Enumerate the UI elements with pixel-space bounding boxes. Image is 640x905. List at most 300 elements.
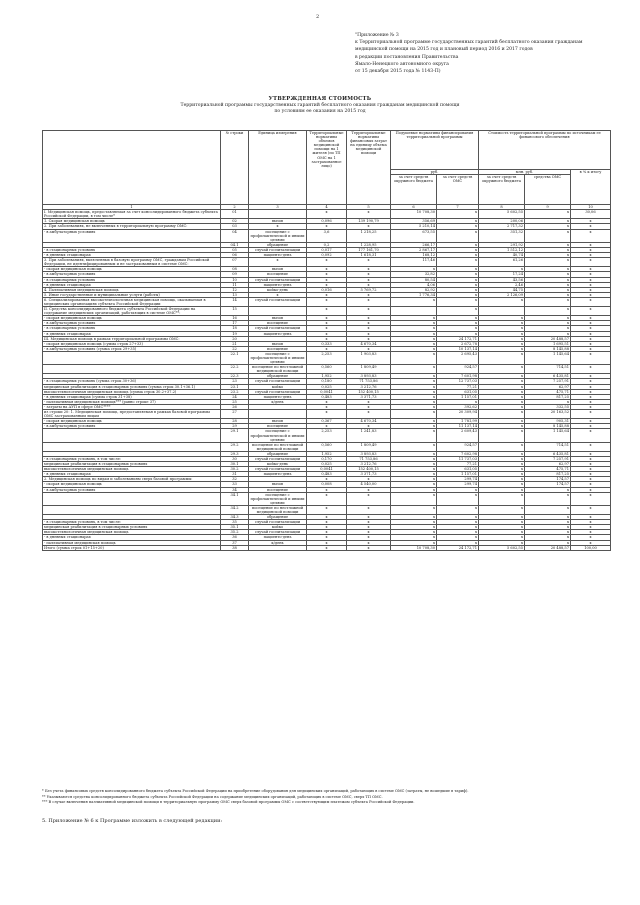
cell-name: - в амбулаторных условиях [43, 272, 221, 277]
cell-to: x [525, 242, 571, 247]
document-subtitle: Территориальной программы государственных гарантий бесплатного оказания гражданам медицинской помощи по условиям ее оказания на 2015 год [180, 103, 460, 115]
cell-to: 174,57 [525, 477, 571, 482]
cell-v: x [307, 346, 347, 351]
cell-pb: 1 776,34 [391, 292, 437, 297]
cell-v: 0,092 [307, 253, 347, 258]
col-number: 7 [437, 205, 479, 210]
cell-tb: x [479, 492, 525, 505]
cell-po: x [437, 292, 479, 297]
cell-tb: x [479, 321, 525, 326]
cell-no: 30.2 [221, 467, 249, 472]
cell-unit: к/день [249, 399, 307, 404]
cell-tb: 200,06 [479, 219, 525, 224]
cell-to: x [525, 535, 571, 540]
table-row [43, 307, 611, 316]
cell-v: 2,253 [307, 351, 347, 364]
cell-unit: случай госпитализации [249, 297, 307, 306]
cell-v: 0,170 [307, 456, 347, 461]
cell-pb: x [391, 341, 437, 346]
cell-po: x [437, 258, 479, 267]
cell-v: x [307, 277, 347, 282]
closing-note: 5. Приложение № 6 к Программе изложить в следующей редакции: [42, 818, 223, 824]
cell-pb: x [391, 487, 437, 492]
cell-unit: посещение [249, 272, 307, 277]
cell-tb: x [479, 389, 525, 394]
cell-po: 299,74 [437, 482, 479, 487]
cell-c: 71 753,86 [347, 379, 391, 384]
cell-po: 631,05 [437, 389, 479, 394]
cell-pb: x [391, 472, 437, 477]
cell-c: x [347, 224, 391, 229]
cell-c: 3 371,73 [347, 472, 391, 477]
cell-name: - в дневных стационарах [43, 282, 221, 287]
cell-to: x [525, 540, 571, 545]
cell-po: 12 737,03 [437, 379, 479, 384]
cell-pb: x [391, 365, 437, 374]
cell-v: x [307, 326, 347, 331]
cell-name: - скорая медицинская помощь [43, 267, 221, 272]
cell-po: 77,21 [437, 462, 479, 467]
cell-v: x [307, 520, 347, 525]
cell-tb: 2,46 [479, 282, 525, 287]
cell-no: 29.1 [221, 429, 249, 442]
cell-pb: x [391, 374, 437, 379]
cell-p: x [571, 336, 611, 341]
cell-c: x [347, 487, 391, 492]
cell-v: x [307, 535, 347, 540]
cell-unit [249, 307, 307, 316]
cell-po: x [437, 540, 479, 545]
cell-to: 62,97 [525, 384, 571, 389]
cell-pb: x [391, 424, 437, 429]
cell-v: 0,2 [307, 242, 347, 247]
table-row [43, 351, 611, 364]
cell-to: x [525, 399, 571, 404]
cell-c: x [347, 210, 391, 219]
cell-tb: 44,75 [479, 287, 525, 292]
cell-p: x [571, 331, 611, 336]
cell-p: x [571, 272, 611, 277]
cell-v: x [307, 540, 347, 545]
cell-to: x [525, 282, 571, 287]
cell-p: x [571, 351, 611, 364]
cell-p: x [571, 341, 611, 346]
cell-no: 35.2 [221, 530, 249, 535]
cell-v: x [307, 410, 347, 419]
cell-c: x [347, 525, 391, 530]
cell-to: x [525, 292, 571, 297]
cell-no: 35.1 [221, 525, 249, 530]
cell-tb: x [479, 326, 525, 331]
cell-name: медицинская реабилитация в стационарных условиях (сумма строк 30.1+36.1) [43, 384, 221, 389]
cell-po: 20 309,94 [437, 410, 479, 419]
table-row [43, 258, 611, 267]
cell-tb: x [479, 336, 525, 341]
cell-pb: x [391, 477, 437, 482]
cell-p: x [571, 472, 611, 477]
table-row [43, 210, 611, 219]
cell-po: x [437, 399, 479, 404]
cell-pb: x [391, 530, 437, 535]
cell-v: x [307, 477, 347, 482]
cell-no: 34.1 [221, 492, 249, 505]
cell-name: I. Медицинская помощь, предоставляемая за счет консолидированного бюджета субъекта Российской Федерации, в том числе* [43, 210, 221, 219]
document-title: УТВЕРЖДЕННАЯ СТОИМОСТЬ [268, 96, 372, 102]
cell-v: 0,0041 [307, 389, 347, 394]
cell-pb: 80,54 [391, 277, 437, 282]
cell-no: 20 [221, 336, 249, 341]
cell-name: - скорая медицинская помощь [43, 316, 221, 321]
cell-tb: x [479, 505, 525, 514]
cell-to: 8 145,88 [525, 424, 571, 429]
cell-unit: посещение с профилактической и иными целями [249, 492, 307, 505]
cell-p: x [571, 326, 611, 331]
cell-po: 11 137,14 [437, 424, 479, 429]
cell-name: 3. При заболеваниях, включенных в базовую программу ОМС, гражданам Российской Федерации, не идентифицированным и не застрахованным в системе ОМС: [43, 258, 221, 267]
cell-to: x [525, 505, 571, 514]
cell-no: 19 [221, 331, 249, 336]
cell-tb: x [479, 394, 525, 399]
cell-po: x [437, 282, 479, 287]
cell-tb: 5 602,55 [479, 210, 525, 219]
cell-name: - в амбулаторных условиях (сумма строк 29+35) [43, 346, 221, 351]
cell-c: x [347, 399, 391, 404]
cell-v: x [307, 545, 347, 550]
cell-p: x [571, 242, 611, 247]
cell-no: 22.2 [221, 365, 249, 374]
cell-to: x [525, 224, 571, 229]
cell-po: x [437, 297, 479, 306]
cell-name: 5. Иные государственные и муниципальные услуги (работы) [43, 292, 221, 297]
cell-tb: x [479, 442, 525, 451]
cell-v: 0,483 [307, 394, 347, 399]
cell-to: x [525, 331, 571, 336]
cell-unit: случай госпитализации [249, 379, 307, 384]
cell-p: x [571, 384, 611, 389]
table-row [43, 365, 611, 374]
cell-no: 14 [221, 297, 249, 306]
cell-c: 139 190,79 [347, 219, 391, 224]
cell-unit: обращение [249, 374, 307, 379]
cell-pb: x [391, 351, 437, 364]
cell-name: - в стационарных условиях, в том числе: [43, 456, 221, 461]
cell-no: 04.1 [221, 242, 249, 247]
cell-v: 0,483 [307, 472, 347, 477]
appendix-line: "Приложение № 3 [355, 33, 399, 38]
cell-unit: посещение [249, 346, 307, 351]
cell-c: 152 400,15 [347, 467, 391, 472]
cell-p: x [571, 287, 611, 292]
cell-p: x [571, 316, 611, 321]
cell-v: 0,096 [307, 219, 347, 224]
cell-tb: x [479, 379, 525, 384]
cell-v: x [307, 505, 347, 514]
cell-tb: 17,24 [479, 272, 525, 277]
cell-unit: посещение по неотложной медицинской помощи [249, 505, 307, 514]
cell-no: 35 [221, 520, 249, 525]
cell-c: 3 212,76 [347, 462, 391, 467]
cell-pb: x [391, 316, 437, 321]
cell-name: - затраты на АУП в сфере ОМС**** [43, 404, 221, 409]
cell-name [43, 351, 221, 364]
cell-po: x [437, 515, 479, 520]
cell-pb: 266,17 [391, 242, 437, 247]
cell-v: x [307, 307, 347, 316]
cell-tb: x [479, 297, 525, 306]
cell-name [43, 505, 221, 514]
cell-pb: x [391, 482, 437, 487]
cell-unit [249, 410, 307, 419]
col-number: 10 [571, 205, 611, 210]
cell-c: x [347, 326, 391, 331]
cell-to: x [525, 287, 571, 292]
cell-c: 1 809,49 [347, 365, 391, 374]
cell-to: 6 435,81 [525, 374, 571, 379]
cell-v: 0,025 [307, 384, 347, 389]
cell-no: 18 [221, 326, 249, 331]
cell-unit: пациенто-день [249, 394, 307, 399]
cell-tb: x [479, 419, 525, 424]
col-number: 8 [479, 205, 525, 210]
footnote: ** Указываются средства консолидированного бюджета субъекта Российской Федерации на содержание медицинских организаций, работающих в системе ОМС, сверх ТП ОМС. [42, 794, 383, 799]
cell-name: - в дневных стационарах [43, 535, 221, 540]
cell-no: 30 [221, 456, 249, 461]
col-number: 6 [391, 205, 437, 210]
cell-po: x [437, 242, 479, 247]
cell-to: x [525, 297, 571, 306]
cell-pb: x [391, 419, 437, 424]
cell-tb: x [479, 424, 525, 429]
cell-name: 2. Медицинская помощь по видам и заболеваниям сверх базовой программы: [43, 477, 221, 482]
cell-c: x [347, 404, 391, 409]
cell-p: x [571, 247, 611, 252]
cell-to: 475,71 [525, 389, 571, 394]
cell-unit: x [249, 292, 307, 297]
cell-no: 17 [221, 321, 249, 326]
cell-p: 30,06 [571, 210, 611, 219]
cell-pb: 356,69 [391, 219, 437, 224]
cell-v: x [307, 492, 347, 505]
cell-c: 4 540,00 [347, 482, 391, 487]
cell-name: медицинская реабилитация в стационарных условиях [43, 462, 221, 467]
cell-po: 2 672,78 [437, 341, 479, 346]
appendix-line: медицинской помощи на 2015 год и плановый период 2016 и 2017 годов [355, 47, 533, 53]
header-unit: Единица измерения [249, 131, 307, 205]
cell-unit: койко-день [249, 287, 307, 292]
cell-to: 714,51 [525, 365, 571, 374]
table-row [43, 429, 611, 442]
cell-no: 05 [221, 247, 249, 252]
cell-c: x [347, 505, 391, 514]
cell-tb: x [479, 346, 525, 351]
cell-v: x [307, 321, 347, 326]
header-pc-budget: за счет средств окружного бюджета [391, 175, 437, 205]
cell-no: 29 [221, 424, 249, 429]
cell-unit: посещение [249, 487, 307, 492]
cell-pb: 4,06 [391, 282, 437, 287]
cell-tb: x [479, 429, 525, 442]
cell-pb: 10 708,30 [391, 210, 437, 219]
cell-v: x [307, 316, 347, 321]
cell-p: x [571, 297, 611, 306]
cell-unit: x [249, 258, 307, 267]
cell-c: x [347, 540, 391, 545]
cell-v: x [307, 224, 347, 229]
cell-pb: x [391, 331, 437, 336]
cell-tb: 291,92 [479, 242, 525, 247]
cell-po: x [437, 321, 479, 326]
cell-po: 7 601,98 [437, 374, 479, 379]
cell-p: x [571, 540, 611, 545]
cell-no: 25 [221, 399, 249, 404]
header-volume: Территориальные нормативы объемов медицинской помощи на 1 жителя (по ТП ОМС на 1 застрахованное лицо) [307, 131, 347, 205]
cell-tb: x [479, 540, 525, 545]
cell-unit: пациенто-день [249, 253, 307, 258]
cell-pb: x [391, 267, 437, 272]
cell-tb: x [479, 467, 525, 472]
cell-no: 11 [221, 282, 249, 287]
cell-po: 1 781,99 [437, 419, 479, 424]
cell-unit: вызов [249, 419, 307, 424]
cell-unit: койко [249, 384, 307, 389]
cell-unit: случай госпитализации [249, 326, 307, 331]
cell-name: из строки 20: 1. Медицинская помощь, предоставляемая в рамках базовой программы ОМС застрахованным лицам [43, 410, 221, 419]
cell-name [43, 442, 221, 451]
cell-tb: x [479, 316, 525, 321]
cell-unit: обращение [249, 242, 307, 247]
cell-name: высокотехнологичная медицинская помощь [43, 530, 221, 535]
cell-v: x [307, 292, 347, 297]
cell-c: 1 903,83 [347, 351, 391, 364]
cell-c: x [347, 282, 391, 287]
cell-no: 37 [221, 540, 249, 545]
cell-name: - в дневных стационарах [43, 472, 221, 477]
cell-v: 0,333 [307, 341, 347, 346]
cell-p: x [571, 482, 611, 487]
cell-unit: пациенто-день [249, 331, 307, 336]
cell-po: x [437, 492, 479, 505]
cell-to: x [525, 253, 571, 258]
cell-v: 0,560 [307, 365, 347, 374]
cell-p: x [571, 258, 611, 267]
table-row [43, 545, 611, 550]
cell-name: - скорая медицинская помощь (сумма строк 27+33) [43, 341, 221, 346]
cell-tb: x [479, 404, 525, 409]
cell-pb: x [391, 456, 437, 461]
cell-name: 2. При заболеваниях, не включенных в территориальную программу ОМС: [43, 224, 221, 229]
table-row [43, 229, 611, 242]
cell-unit: пациенто-день [249, 535, 307, 540]
cell-po: x [437, 525, 479, 530]
cell-to: 905,31 [525, 419, 571, 424]
cell-po: 299,74 [437, 477, 479, 482]
cell-pb: x [391, 379, 437, 384]
cell-pb: 82,92 [391, 287, 437, 292]
cell-no: 34.3 [221, 515, 249, 520]
cell-to: 8 145,88 [525, 346, 571, 351]
cell-tb: 2 126,09 [479, 292, 525, 297]
cell-po: 11 737,03 [437, 456, 479, 461]
cell-v: 0,367 [307, 419, 347, 424]
cell-to: 62,97 [525, 462, 571, 467]
cell-tb: x [479, 399, 525, 404]
cell-tb: 5 602,55 [479, 545, 525, 550]
cell-pb: 2 867,17 [391, 247, 437, 252]
cell-name: 1. Скорая медицинская помощь [43, 219, 221, 224]
cell-to: x [525, 219, 571, 224]
cell-name: высокотехнологичная медицинская помощь [43, 467, 221, 472]
cell-no: 02 [221, 219, 249, 224]
cell-no: 01 [221, 210, 249, 219]
cell-to: 7 257,91 [525, 456, 571, 461]
cell-unit: вызов [249, 341, 307, 346]
cell-c: x [347, 307, 391, 316]
cell-no: 22 [221, 346, 249, 351]
cell-v: 2,253 [307, 429, 347, 442]
cell-po: x [437, 277, 479, 282]
cell-name: - в стационарных условиях [43, 277, 221, 282]
cell-c: x [347, 316, 391, 321]
cell-unit [249, 210, 307, 219]
cell-to: 1 145,64 [525, 351, 571, 364]
cell-pb: x [391, 467, 437, 472]
cell-name [43, 365, 221, 374]
cell-pb [391, 307, 437, 316]
cell-to: x [525, 326, 571, 331]
header-name [43, 131, 221, 205]
cell-unit: случай госпитализации [249, 456, 307, 461]
cell-name: - скорая медицинская помощь [43, 482, 221, 487]
table-row [43, 297, 611, 306]
header-tc-pct: в % к итогу [571, 170, 611, 205]
cell-c: x [347, 410, 391, 419]
cell-pb: 117,46 [391, 258, 437, 267]
cell-v: x [307, 399, 347, 404]
cell-tb: x [479, 456, 525, 461]
cell-v: 0,008 [307, 482, 347, 487]
cell-to: x [525, 525, 571, 530]
cell-pb: x [391, 321, 437, 326]
cell-no: 10 [221, 277, 249, 282]
cell-pb: x [391, 442, 437, 451]
cell-c: 1 228,95 [347, 242, 391, 247]
cell-unit: случай госпитализации [249, 520, 307, 525]
cell-pb: x [391, 410, 437, 419]
cell-po: x [437, 229, 479, 242]
cell-c: x [347, 258, 391, 267]
cell-po: 24 172,71 [437, 336, 479, 341]
cell-v: 0,180 [307, 379, 347, 384]
cell-pb: x [391, 451, 437, 456]
cell-pb: x [391, 535, 437, 540]
cell-p: x [571, 389, 611, 394]
cell-po: x [437, 487, 479, 492]
cell-po: 1 157,01 [437, 394, 479, 399]
cell-v: 0,0041 [307, 467, 347, 472]
cell-tb: x [479, 515, 525, 520]
cell-p: x [571, 253, 611, 258]
cell-p: x [571, 307, 611, 316]
cell-pb: x [391, 520, 437, 525]
cell-p: x [571, 429, 611, 442]
table-header-row [43, 131, 611, 170]
cell-p: x [571, 410, 611, 419]
cell-tb: x [479, 384, 525, 389]
cell-to: x [525, 272, 571, 277]
header-pc-oms: за счет средств ОМС [437, 175, 479, 205]
cell-unit: случай госпитализации [249, 247, 307, 252]
cell-no: 24 [221, 394, 249, 399]
